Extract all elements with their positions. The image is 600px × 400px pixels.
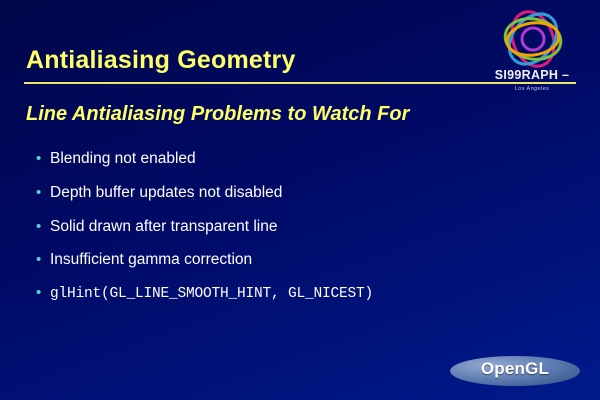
bullet-marker-icon: •	[36, 183, 42, 201]
list-item-label: Blending not enabled	[50, 150, 196, 167]
bullet-marker-icon: •	[36, 217, 42, 235]
list-item	[26, 184, 546, 202]
bullet-marker-icon: •	[36, 251, 42, 269]
list-item-label: Solid drawn after transparent line	[50, 217, 278, 235]
siggraph-wordmark: SI99RAPH –	[494, 68, 570, 82]
siggraph-logo	[478, 8, 586, 100]
list-item-label: Insufficient gamma correction	[50, 251, 253, 269]
title-divider	[24, 82, 576, 84]
bullet-list	[26, 150, 546, 319]
list-item-code-label: glHint(GL_LINE_SMOOTH_HINT, GL_NICEST)	[50, 286, 374, 303]
list-item	[26, 285, 546, 303]
bullet-marker-icon: •	[36, 150, 42, 167]
slide-subtitle: Line Antialiasing Problems to Watch For	[26, 103, 410, 125]
list-item	[26, 251, 546, 269]
list-item-label: Depth buffer updates not disabled	[50, 183, 283, 201]
list-item	[26, 218, 546, 236]
slide-title: Antialiasing Geometry	[26, 46, 296, 74]
opengl-wordmark: OpenGL	[480, 359, 550, 378]
opengl-logo	[450, 354, 582, 388]
siggraph-location: Los Angeles	[514, 86, 550, 92]
siggraph-rings-icon	[490, 8, 576, 70]
bullet-marker-icon: •	[36, 284, 42, 302]
list-item	[26, 150, 546, 168]
